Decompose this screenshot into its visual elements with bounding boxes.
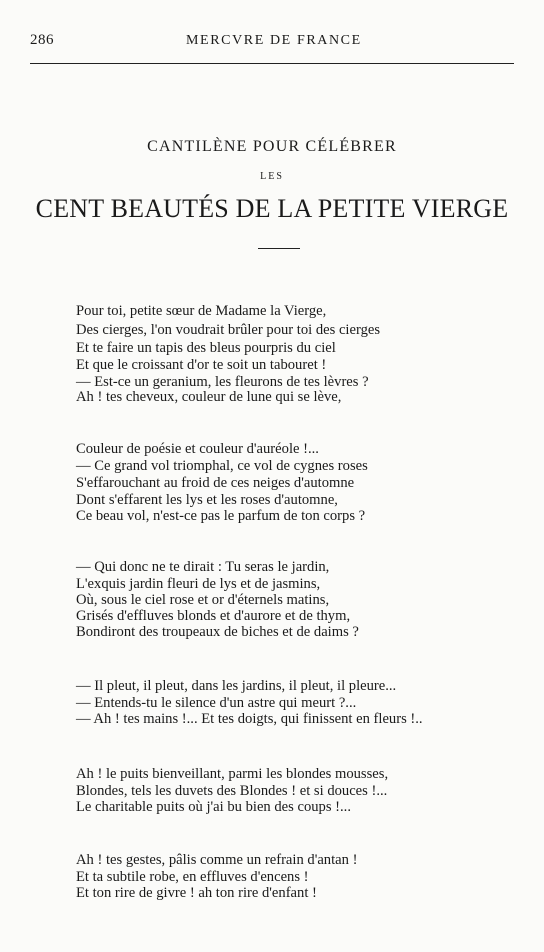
- verse-line: — Entends-tu le silence d'un astre qui meurt ?...: [76, 695, 357, 711]
- verse-line: S'effarouchant au froid de ces neiges d'automne: [76, 475, 355, 491]
- verse-line: Grisés d'effluves blonds et d'aurore et de thym,: [76, 608, 351, 624]
- verse-line: — Qui donc ne te dirait : Tu seras le jardin,: [76, 559, 330, 575]
- title-rule: [258, 248, 300, 249]
- verse-line: Et ta subtile robe, en effluves d'encens !: [76, 869, 309, 885]
- verse-line: — Est-ce un geranium, les fleurons de tes lèvres ?: [76, 374, 369, 390]
- page-number: 286: [30, 32, 54, 48]
- verse-line: Où, sous le ciel rose et or d'éternels matins,: [76, 592, 330, 608]
- verse-line: — Ce grand vol triomphal, ce vol de cygnes roses: [76, 458, 368, 474]
- header-rule: [30, 63, 514, 64]
- verse-line: Blondes, tels les duvets des Blondes ! et si douces !...: [76, 783, 388, 799]
- poem-title-line-2: LES: [260, 171, 284, 182]
- running-head: MERCVRE DE FRANCE: [186, 33, 362, 48]
- verse-line: Le charitable puits où j'ai bu bien des coups !...: [76, 799, 351, 815]
- verse-line: Ah ! le puits bienveillant, parmi les blondes mousses,: [76, 766, 389, 782]
- verse-line: Ce beau vol, n'est-ce pas le parfum de ton corps ?: [76, 508, 366, 524]
- poem-title-line-3: CENT BEAUTÉS DE LA PETITE VIERGE: [35, 194, 509, 223]
- verse-line: Des cierges, l'on voudrait brûler pour toi des cierges: [76, 322, 381, 338]
- verse-line: Ah ! tes cheveux, couleur de lune qui se lève,: [76, 389, 342, 405]
- verse-line: Et te faire un tapis des bleus pourpris du ciel: [76, 340, 336, 356]
- verse-line: — Il pleut, il pleut, dans les jardins, il pleut, il pleure...: [76, 678, 397, 694]
- verse-line: Ah ! tes gestes, pâlis comme un refrain d'antan !: [76, 852, 358, 868]
- verse-line: Couleur de poésie et couleur d'auréole !...: [76, 441, 319, 457]
- poem-title-line-1: CANTILÈNE POUR CÉLÉBRER: [147, 138, 397, 155]
- verse-line: Bondiront des troupeaux de biches et de daims ?: [76, 624, 359, 640]
- verse-line: L'exquis jardin fleuri de lys et de jasmins,: [76, 576, 321, 592]
- verse-line: Et que le croissant d'or te soit un tabouret !: [76, 357, 327, 373]
- verse-line: Pour toi, petite sœur de Madame la Vierge,: [76, 303, 327, 319]
- verse-line: Dont s'effarent les lys et les roses d'automne,: [76, 492, 338, 508]
- verse-line: — Ah ! tes mains !... Et tes doigts, qui finissent en fleurs !..: [76, 711, 423, 727]
- verse-line: Et ton rire de givre ! ah ton rire d'enfant !: [76, 885, 317, 901]
